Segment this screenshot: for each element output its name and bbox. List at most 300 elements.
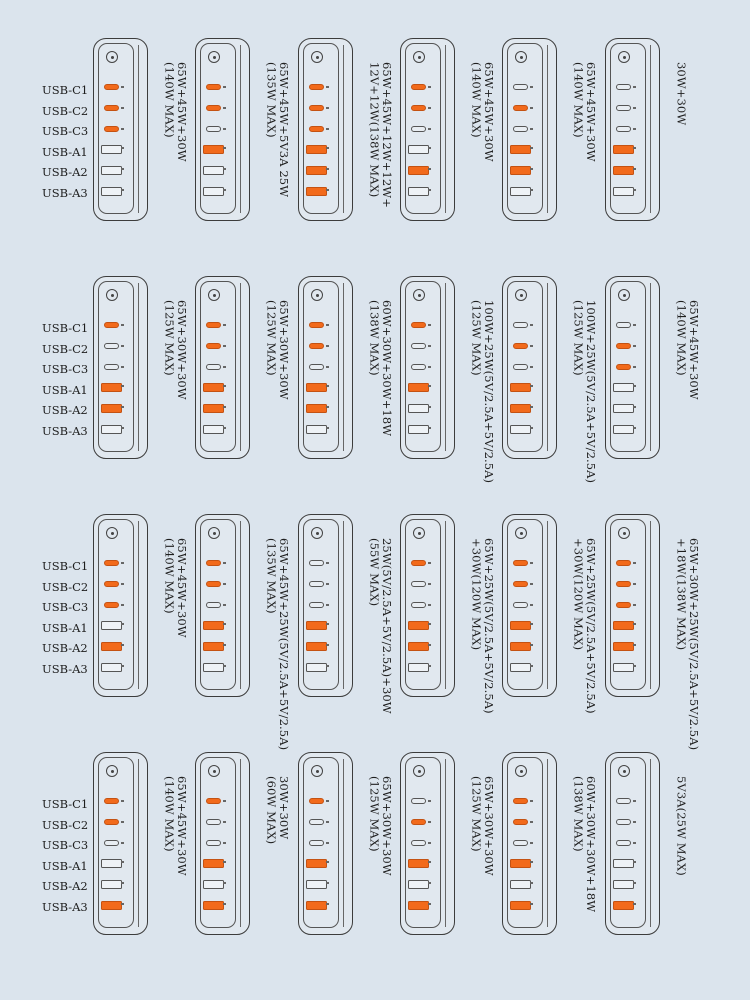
port-marker — [223, 345, 226, 347]
charger-illustration — [400, 514, 455, 697]
charger-side-edge — [547, 521, 548, 689]
config-card — [93, 514, 196, 699]
power-caption — [675, 776, 705, 941]
charger-side-edge — [343, 521, 344, 689]
usb-c-port-active — [411, 84, 426, 90]
usb-c-port-active — [206, 343, 221, 349]
power-button-icon — [413, 289, 425, 301]
port-marker — [121, 366, 124, 368]
port-marker — [223, 385, 226, 387]
port-label: USB-C1 — [42, 559, 89, 573]
port-marker — [223, 882, 226, 884]
config-row — [0, 752, 750, 937]
config-card — [502, 752, 605, 937]
charger-side-edge — [445, 759, 446, 927]
charger-side-edge — [445, 45, 446, 213]
usb-c-port — [411, 126, 426, 132]
usb-c-port-active — [513, 798, 528, 804]
port-label: USB-A3 — [42, 661, 88, 676]
usb-c-port — [309, 560, 324, 566]
power-caption — [571, 538, 602, 714]
power-caption — [368, 776, 398, 941]
usb-a-port-active — [306, 404, 327, 413]
power-caption — [368, 62, 398, 227]
usb-c-port — [411, 602, 426, 608]
usb-a-port — [613, 859, 634, 868]
power-caption-text: 100W+25W(5V/2.5A+5V/2.5A) (125W MAX) — [469, 300, 496, 484]
port-marker — [121, 324, 124, 326]
port-marker — [121, 842, 124, 844]
usb-a-port — [510, 663, 531, 672]
port-marker — [428, 882, 431, 884]
port-label: USB-C1 — [42, 321, 89, 335]
usb-a-port-active — [510, 166, 531, 175]
port-marker — [428, 903, 431, 905]
port-marker — [121, 562, 124, 564]
usb-a-port-active — [613, 145, 634, 154]
port-marker — [530, 366, 533, 368]
power-caption-text: 30W+30W — [674, 62, 689, 126]
port-label: USB-C1 — [42, 797, 89, 811]
power-caption-text: 30W+30W (60W MAX) — [264, 776, 291, 845]
charger-illustration — [298, 752, 353, 935]
usb-a-port — [408, 663, 429, 672]
power-caption — [163, 62, 193, 227]
power-caption-text: 65W+30W+30W (125W MAX) — [162, 300, 189, 400]
config-card — [93, 752, 196, 937]
power-button-icon — [106, 289, 118, 301]
port-marker — [121, 882, 124, 884]
usb-a-port — [306, 663, 327, 672]
power-caption — [675, 62, 705, 227]
power-button-icon — [618, 765, 630, 777]
charger-illustration — [298, 514, 353, 697]
config-row — [0, 514, 750, 751]
power-caption-text: 25W(5V/2.5A+5V/2.5A)+30W (55W MAX) — [367, 538, 394, 714]
usb-a-port-active — [101, 404, 122, 413]
port-marker — [326, 86, 329, 88]
port-marker — [633, 800, 636, 802]
usb-c-port — [309, 581, 324, 587]
usb-a-port — [613, 880, 634, 889]
usb-a-port — [613, 383, 634, 392]
port-marker — [223, 128, 226, 130]
port-label: USB-A3 — [42, 423, 88, 438]
usb-c-port-active — [309, 322, 324, 328]
usb-a-port-active — [613, 901, 634, 910]
config-card — [195, 276, 298, 461]
port-marker — [530, 86, 533, 88]
usb-c-port-active — [411, 819, 426, 825]
port-marker — [121, 128, 124, 130]
usb-c-port — [206, 126, 221, 132]
port-marker — [530, 623, 533, 625]
port-marker — [428, 189, 431, 191]
usb-a-port — [408, 880, 429, 889]
port-marker — [326, 168, 329, 170]
port-label: USB-A3 — [42, 185, 88, 200]
config-card — [298, 514, 401, 714]
usb-a-port — [510, 187, 531, 196]
port-marker — [530, 861, 533, 863]
power-caption — [367, 538, 398, 714]
port-label: USB-A2 — [42, 641, 88, 656]
port-marker — [530, 644, 533, 646]
charger-side-edge — [547, 45, 548, 213]
usb-a-port — [613, 404, 634, 413]
port-marker — [633, 644, 636, 646]
usb-c-port-active — [513, 819, 528, 825]
port-marker — [428, 800, 431, 802]
port-marker — [428, 147, 431, 149]
power-button-icon — [208, 51, 220, 63]
usb-a-port-active — [306, 145, 327, 154]
usb-a-port-active — [408, 166, 429, 175]
config-card — [400, 752, 503, 937]
port-marker — [530, 147, 533, 149]
port-marker — [326, 345, 329, 347]
usb-a-port — [613, 187, 634, 196]
port-marker — [633, 861, 636, 863]
port-marker — [530, 189, 533, 191]
port-label: USB-A3 — [42, 899, 88, 914]
charger-side-edge — [650, 759, 651, 927]
usb-a-port — [408, 145, 429, 154]
power-caption — [675, 300, 705, 465]
port-marker — [530, 562, 533, 564]
usb-c-port — [411, 364, 426, 370]
port-marker — [530, 406, 533, 408]
port-marker — [428, 324, 431, 326]
power-button-icon — [515, 289, 527, 301]
usb-c-port — [206, 819, 221, 825]
power-caption — [265, 62, 295, 227]
usb-a-port-active — [306, 642, 327, 651]
port-marker — [530, 842, 533, 844]
port-marker — [428, 665, 431, 667]
port-marker — [633, 583, 636, 585]
power-caption-text: 65W+45W+25W(5V/2.5A+5V/2.5A) (135W MAX) — [264, 538, 291, 751]
usb-a-port — [101, 425, 122, 434]
usb-a-port-active — [203, 901, 224, 910]
power-button-icon — [106, 765, 118, 777]
usb-a-port — [408, 404, 429, 413]
charger-side-edge — [650, 521, 651, 689]
port-marker — [326, 644, 329, 646]
charger-illustration — [400, 276, 455, 459]
usb-c-port — [411, 343, 426, 349]
usb-a-port — [101, 663, 122, 672]
power-caption-text: 65W+30W+30W (125W MAX) — [264, 300, 291, 400]
port-marker — [121, 821, 124, 823]
port-marker — [633, 604, 636, 606]
port-marker — [633, 128, 636, 130]
usb-a-port-active — [408, 621, 429, 630]
usb-a-port-active — [203, 642, 224, 651]
usb-a-port-active — [306, 166, 327, 175]
usb-c-port-active — [513, 560, 528, 566]
power-caption-text: 65W+30W+25W(5V/2.5A+5V/2.5A) +18W(138W MAX) — [674, 538, 701, 751]
charger-side-edge — [343, 283, 344, 451]
port-label: USB-C3 — [42, 362, 89, 377]
charger-illustration — [605, 276, 660, 459]
charger-side-edge — [240, 759, 241, 927]
charger-side-edge — [343, 759, 344, 927]
power-button-icon — [311, 289, 323, 301]
port-marker — [428, 604, 431, 606]
port-marker — [326, 903, 329, 905]
usb-c-port-active — [104, 602, 119, 608]
port-marker — [530, 821, 533, 823]
port-marker — [428, 861, 431, 863]
usb-a-port — [203, 880, 224, 889]
usb-c-port-active — [206, 581, 221, 587]
port-marker — [428, 345, 431, 347]
usb-c-port-active — [513, 343, 528, 349]
charger-illustration — [400, 38, 455, 221]
port-marker — [121, 427, 124, 429]
port-marker — [223, 189, 226, 191]
port-marker — [428, 623, 431, 625]
port-marker — [223, 644, 226, 646]
port-marker — [121, 665, 124, 667]
port-marker — [326, 583, 329, 585]
charger-illustration — [298, 276, 353, 459]
usb-a-port-active — [408, 383, 429, 392]
power-button-icon — [208, 765, 220, 777]
charger-illustration — [195, 276, 250, 459]
charger-illustration — [502, 752, 557, 935]
port-label: USB-C3 — [42, 838, 89, 853]
config-card — [502, 276, 605, 484]
usb-c-port — [309, 602, 324, 608]
usb-c-port — [309, 840, 324, 846]
charger-side-edge — [445, 283, 446, 451]
port-marker — [633, 189, 636, 191]
usb-a-port — [101, 145, 122, 154]
power-caption-text: 65W+25W(5V/2.5A+5V/2.5A) +30W(120W MAX) — [571, 538, 598, 714]
config-card — [400, 514, 503, 714]
power-button-icon — [311, 527, 323, 539]
config-card — [605, 752, 708, 937]
port-marker — [633, 324, 636, 326]
charger-illustration — [195, 752, 250, 935]
charger-side-edge — [547, 759, 548, 927]
port-marker — [530, 385, 533, 387]
power-caption — [469, 538, 500, 714]
port-marker — [326, 842, 329, 844]
usb-a-port — [203, 166, 224, 175]
port-marker — [223, 665, 226, 667]
port-marker — [530, 882, 533, 884]
usb-a-port — [101, 859, 122, 868]
usb-c-port-active — [206, 84, 221, 90]
port-marker — [326, 623, 329, 625]
port-marker — [633, 147, 636, 149]
power-caption — [470, 776, 500, 941]
usb-c-port-active — [616, 364, 631, 370]
usb-c-port — [104, 840, 119, 846]
usb-c-port-active — [309, 126, 324, 132]
usb-a-port-active — [510, 383, 531, 392]
port-marker — [326, 821, 329, 823]
port-marker — [530, 427, 533, 429]
usb-c-port-active — [104, 84, 119, 90]
power-caption — [163, 776, 193, 941]
port-label: USB-C2 — [42, 103, 89, 118]
power-button-icon — [311, 51, 323, 63]
charger-illustration — [400, 752, 455, 935]
port-marker — [530, 168, 533, 170]
port-marker — [326, 147, 329, 149]
power-caption-text: 65W+45W+30W (140W MAX) — [162, 62, 189, 162]
usb-a-port — [203, 663, 224, 672]
port-marker — [428, 821, 431, 823]
power-caption-text: 65W+45W+30W (140W MAX) — [469, 62, 496, 162]
port-marker — [326, 366, 329, 368]
port-marker — [223, 821, 226, 823]
port-marker — [223, 427, 226, 429]
config-card — [400, 276, 503, 484]
usb-c-port — [616, 840, 631, 846]
port-marker — [223, 604, 226, 606]
power-caption — [163, 300, 193, 465]
power-caption-text: 65W+45W+30W (140W MAX) — [162, 776, 189, 876]
port-marker — [326, 665, 329, 667]
usb-c-port-active — [104, 560, 119, 566]
usb-c-port — [104, 364, 119, 370]
port-label: USB-C3 — [42, 600, 89, 615]
port-marker — [121, 604, 124, 606]
power-button-icon — [618, 527, 630, 539]
power-caption — [368, 300, 398, 465]
port-marker — [633, 842, 636, 844]
config-row — [0, 276, 750, 484]
usb-a-port-active — [306, 901, 327, 910]
power-caption — [571, 300, 602, 484]
usb-c-port-active — [309, 105, 324, 111]
charger-side-edge — [138, 521, 139, 689]
port-marker — [428, 406, 431, 408]
port-marker — [530, 128, 533, 130]
port-label: USB-A1 — [42, 382, 88, 397]
usb-c-port-active — [411, 560, 426, 566]
config-card — [502, 38, 605, 223]
power-caption-text: 60W+30W+30W+18W (138W MAX) — [571, 776, 598, 913]
power-button-icon — [515, 527, 527, 539]
port-label: USB-C2 — [42, 579, 89, 594]
port-marker — [223, 800, 226, 802]
port-marker — [223, 903, 226, 905]
port-marker — [428, 107, 431, 109]
port-label: USB-C2 — [42, 341, 89, 356]
charger-side-edge — [240, 45, 241, 213]
port-marker — [633, 86, 636, 88]
port-marker — [633, 665, 636, 667]
port-marker — [121, 644, 124, 646]
port-label: USB-C1 — [42, 83, 89, 97]
charger-side-edge — [138, 45, 139, 213]
charger-side-edge — [650, 45, 651, 213]
power-button-icon — [515, 765, 527, 777]
port-marker — [326, 882, 329, 884]
usb-c-port-active — [513, 105, 528, 111]
charger-illustration — [93, 514, 148, 697]
power-caption-text: 65W+30W+30W (125W MAX) — [367, 776, 394, 876]
usb-c-port — [616, 322, 631, 328]
port-marker — [326, 385, 329, 387]
usb-a-port — [613, 425, 634, 434]
power-caption — [572, 62, 602, 227]
port-marker — [121, 86, 124, 88]
port-label: USB-A1 — [42, 620, 88, 635]
port-marker — [326, 107, 329, 109]
port-label: USB-A2 — [42, 165, 88, 180]
usb-c-port-active — [206, 798, 221, 804]
usb-c-port — [616, 798, 631, 804]
charger-side-edge — [445, 521, 446, 689]
usb-a-port — [613, 663, 634, 672]
usb-c-port — [513, 84, 528, 90]
usb-a-port-active — [613, 621, 634, 630]
port-label: USB-C3 — [42, 124, 89, 139]
usb-c-port — [411, 840, 426, 846]
port-marker — [428, 583, 431, 585]
port-marker — [428, 385, 431, 387]
config-card — [502, 514, 605, 714]
port-marker — [326, 324, 329, 326]
charger-illustration — [93, 752, 148, 935]
power-button-icon — [413, 527, 425, 539]
port-marker — [326, 861, 329, 863]
port-marker — [428, 644, 431, 646]
port-marker — [223, 107, 226, 109]
usb-a-port-active — [613, 166, 634, 175]
power-caption — [674, 538, 705, 751]
power-caption — [264, 538, 295, 751]
usb-c-port-active — [104, 581, 119, 587]
port-marker — [121, 107, 124, 109]
port-marker — [633, 406, 636, 408]
config-card — [195, 38, 298, 223]
port-marker — [633, 168, 636, 170]
usb-a-port — [101, 166, 122, 175]
port-marker — [633, 562, 636, 564]
usb-c-port — [104, 343, 119, 349]
usb-c-port — [411, 581, 426, 587]
charger-illustration — [93, 276, 148, 459]
port-marker — [121, 168, 124, 170]
usb-a-port — [101, 880, 122, 889]
usb-a-port — [203, 187, 224, 196]
port-marker — [326, 800, 329, 802]
charger-illustration — [298, 38, 353, 221]
usb-a-port-active — [613, 642, 634, 651]
power-button-icon — [618, 51, 630, 63]
charger-illustration — [502, 38, 557, 221]
port-marker — [121, 583, 124, 585]
port-marker — [121, 406, 124, 408]
port-marker — [326, 128, 329, 130]
power-caption — [572, 776, 602, 941]
power-caption — [265, 776, 295, 941]
power-caption — [470, 62, 500, 227]
usb-c-port-active — [104, 105, 119, 111]
charger-illustration — [93, 38, 148, 221]
port-marker — [121, 861, 124, 863]
port-marker — [530, 604, 533, 606]
port-marker — [121, 385, 124, 387]
